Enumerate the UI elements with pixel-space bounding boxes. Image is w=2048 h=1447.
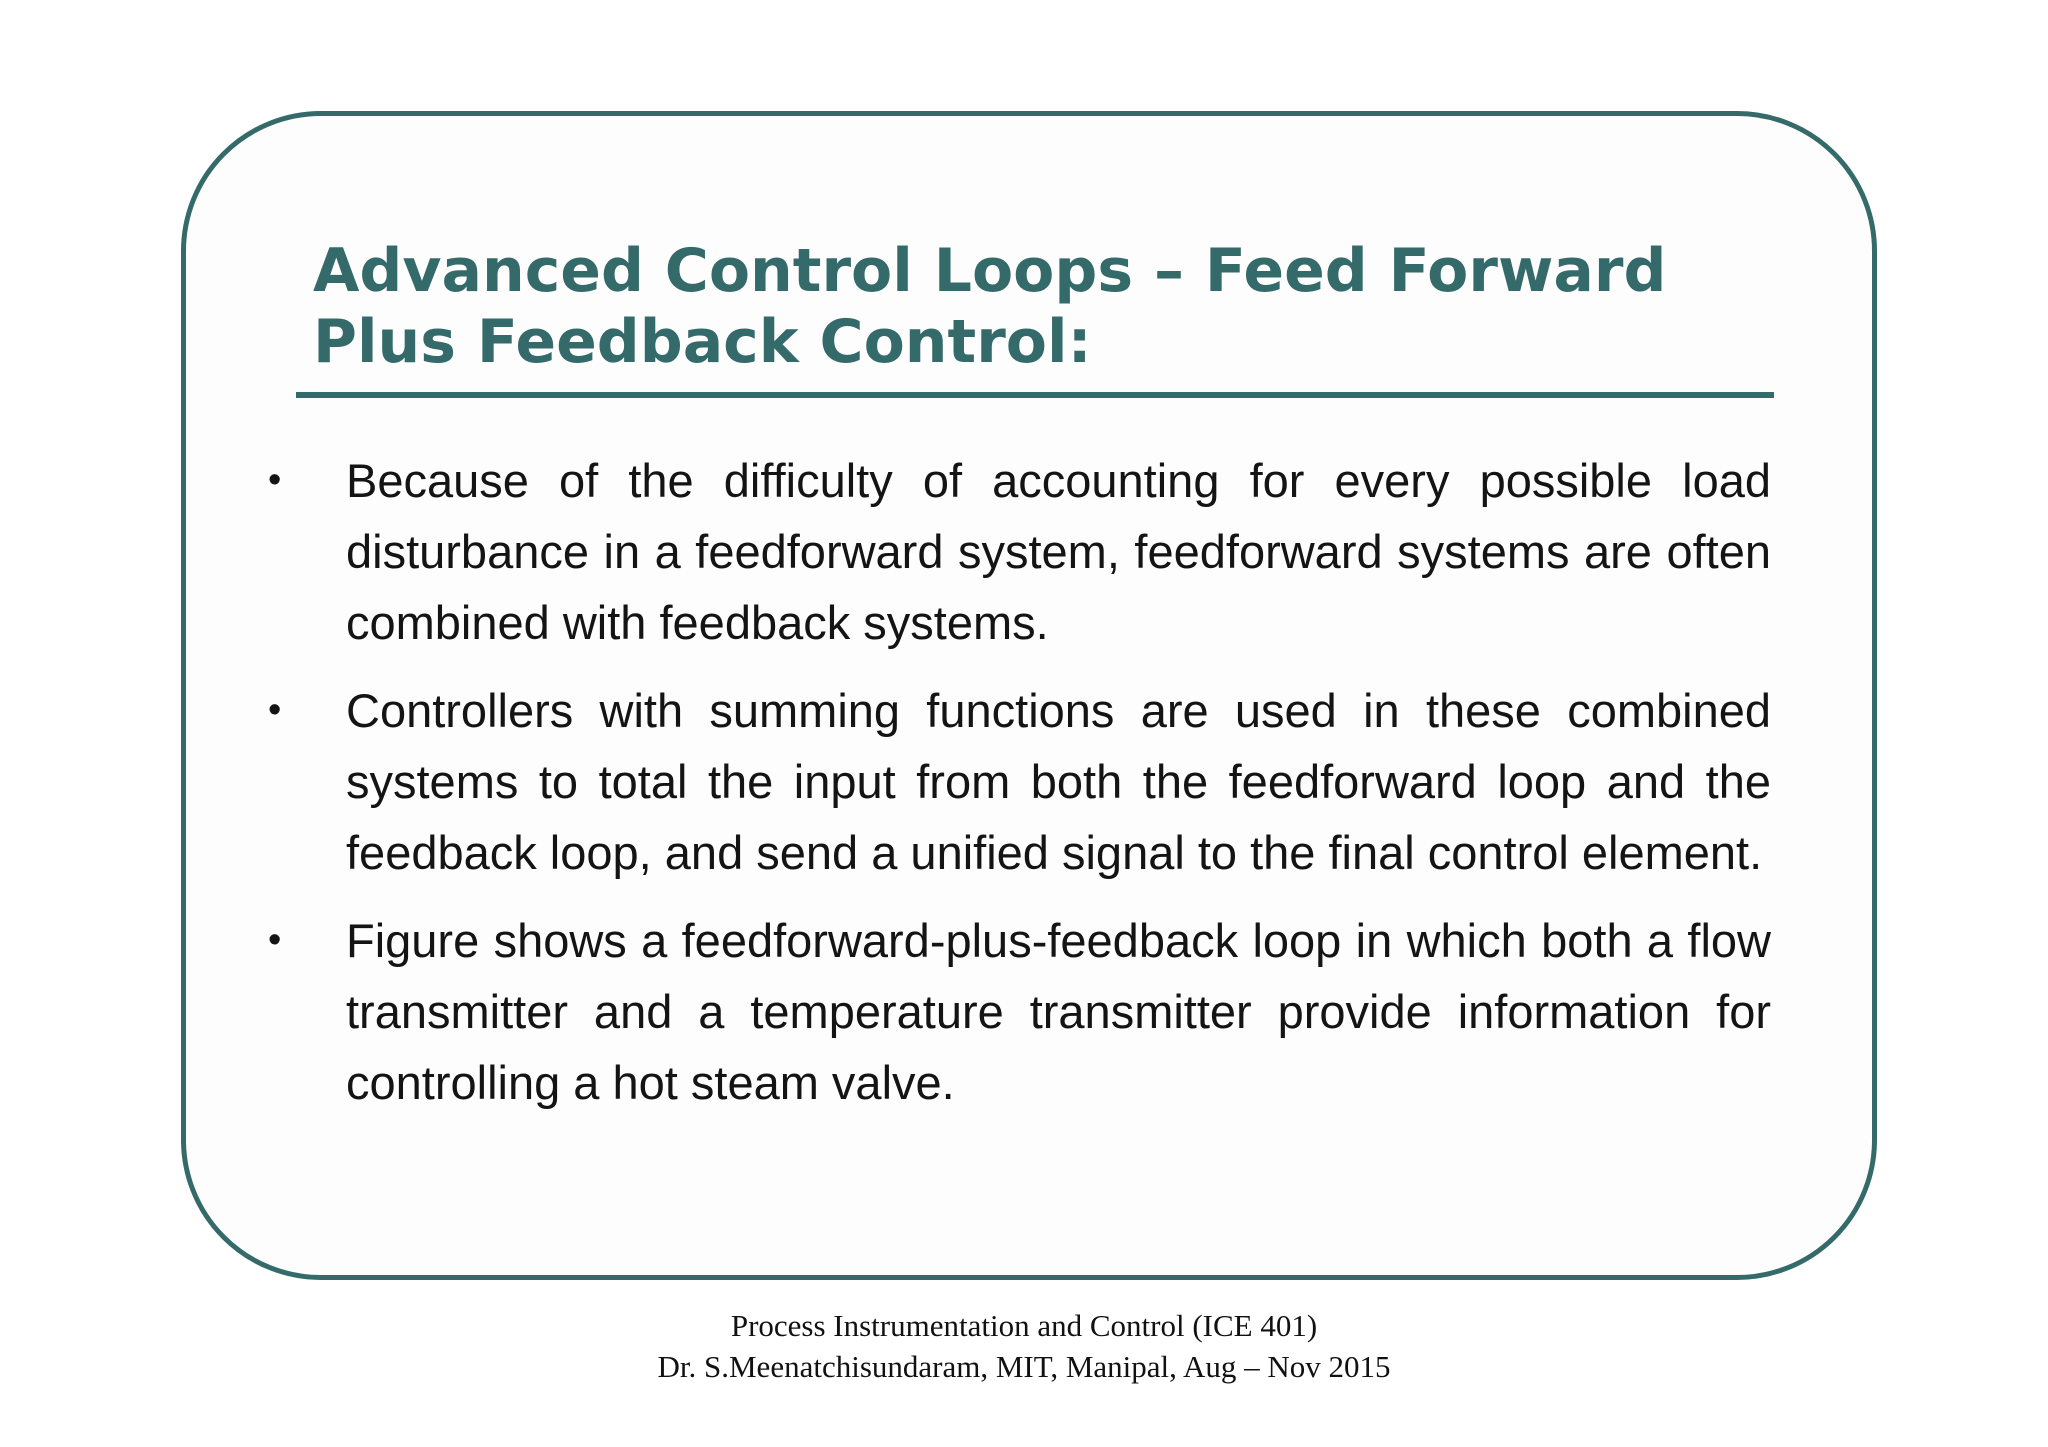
footer-course: Process Instrumentation and Control (ICE 401) (730, 1308, 1318, 1343)
slide-footer (0, 1305, 2048, 1387)
bullet-icon: • (268, 919, 282, 961)
slide-title: Advanced Control Loops – Feed Forward Plus Feedback Control: (313, 236, 1667, 377)
bullet-icon: • (268, 459, 282, 501)
bullet-text: Because of the difficulty of accounting for every possible load disturbance in a feedforward system, feedforward systems are often combined with feedback systems. (346, 454, 1771, 649)
footer-author: Dr. S.Meenatchisundaram, MIT, Manipal, Aug – Nov 2015 (657, 1349, 1391, 1384)
bullet-list (262, 445, 1771, 1135)
bullet-item (262, 675, 1771, 888)
bullet-icon: • (268, 689, 282, 731)
bullet-text: Figure shows a feedforward-plus-feedback loop in which both a flow transmitter and a temperature transmitter provide information for controlling a hot steam valve. (346, 914, 1771, 1109)
bullet-item (262, 905, 1771, 1118)
bullet-text: Controllers with summing functions are used in these combined systems to total the input from both the feedforward loop and the feedback loop, and send a unified signal to the final control element. (346, 684, 1771, 879)
bullet-item (262, 445, 1771, 658)
title-divider (296, 392, 1774, 398)
